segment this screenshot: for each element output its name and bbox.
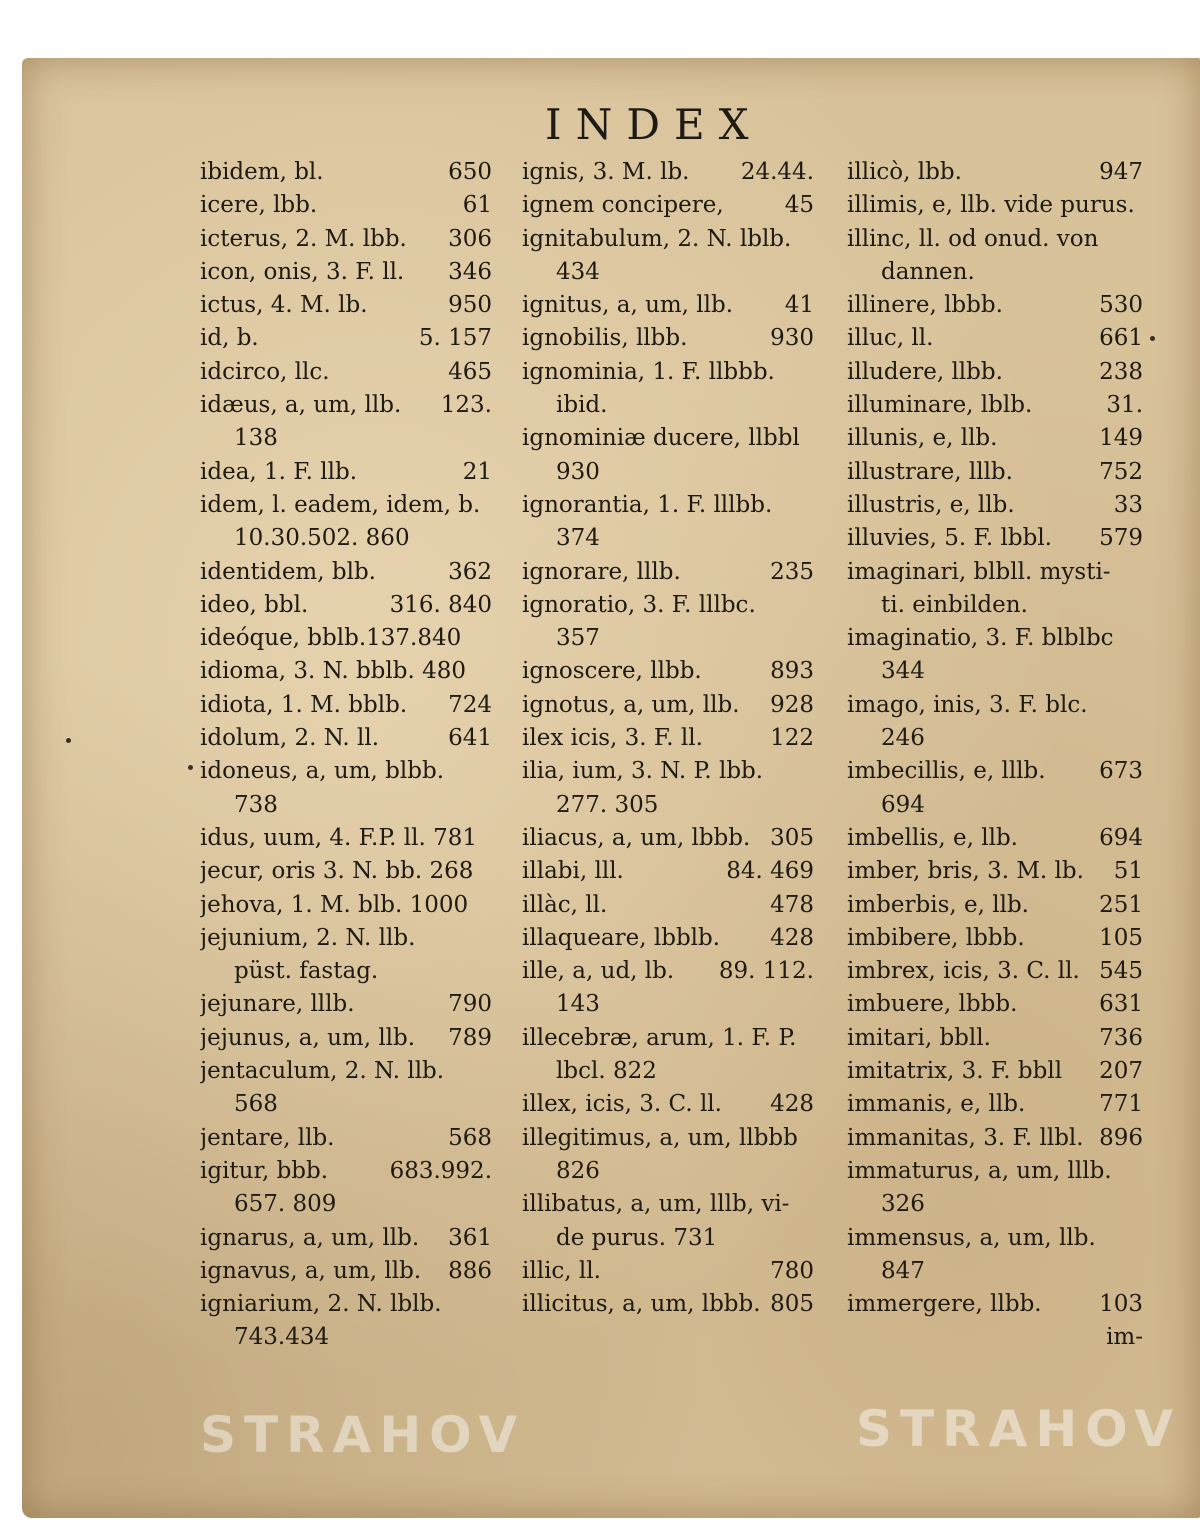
index-entry	[200, 456, 492, 489]
page-reference: 238	[1099, 358, 1143, 385]
index-entry	[200, 1155, 492, 1188]
page-reference: 568	[448, 1124, 492, 1151]
index-term: jejunium, 2. N. llb.	[200, 924, 416, 951]
page-reference: 896	[1099, 1124, 1143, 1151]
page-reference: 21	[462, 458, 492, 485]
page-reference: 84. 469	[726, 858, 814, 885]
index-entry	[200, 356, 492, 389]
index-entry	[200, 689, 492, 722]
page-reference: 950	[448, 292, 492, 319]
index-term: 738	[234, 791, 278, 818]
page-reference: 673	[1099, 758, 1143, 785]
index-entry	[522, 389, 814, 422]
index-entry	[522, 1255, 814, 1288]
index-entry	[522, 156, 814, 189]
index-entry	[522, 1188, 814, 1221]
index-term: illabi, lll.	[522, 858, 624, 885]
index-term: idus, uum, 4. F.P. ll. 781	[200, 824, 477, 851]
index-term: imberbis, e, llb.	[847, 891, 1029, 918]
index-term: 143	[556, 991, 600, 1018]
index-entry	[847, 356, 1143, 389]
index-term: illicò, lbb.	[847, 159, 962, 185]
page-reference: 316. 840	[389, 591, 492, 618]
index-term: ti. einbilden.	[881, 591, 1028, 618]
page-reference: 579	[1099, 525, 1143, 552]
index-entry	[200, 422, 492, 455]
index-entry	[522, 988, 814, 1021]
page-reference: 105	[1099, 924, 1143, 951]
index-entry	[847, 1321, 1143, 1354]
index-term: ignavus, a, um, llb.	[200, 1257, 422, 1284]
index-entry	[522, 456, 814, 489]
ink-speck	[1150, 336, 1155, 341]
index-entry	[847, 988, 1143, 1021]
index-entry	[200, 522, 492, 555]
index-entry	[200, 589, 492, 622]
index-term: ilex icis, 3. F. ll.	[522, 725, 703, 752]
page-reference: 789	[448, 1024, 492, 1051]
page-reference: 893	[770, 658, 814, 685]
index-term: jentaculum, 2. N. llb.	[200, 1058, 445, 1085]
page-reference: 45	[784, 192, 814, 219]
index-entry	[200, 755, 492, 788]
index-term: illicitus, a, um, lbbb.	[522, 1291, 761, 1318]
index-term: illex, icis, 3. C. ll.	[522, 1091, 722, 1118]
page-reference: 31.	[1106, 392, 1143, 419]
index-term: idiota, 1. M. bblb.	[200, 691, 408, 718]
page-reference: 724	[448, 691, 492, 718]
index-term: ignem concipere,	[522, 192, 724, 219]
index-entry	[522, 1055, 814, 1088]
index-term: 246	[881, 725, 925, 752]
index-term: immanis, e, llb.	[847, 1091, 1026, 1118]
index-entry	[847, 156, 1143, 189]
page-reference: 5. 157	[418, 325, 492, 352]
index-entry	[200, 889, 492, 922]
index-entry	[847, 655, 1143, 688]
index-entry	[847, 822, 1143, 855]
index-entry	[847, 689, 1143, 722]
index-entry	[847, 1255, 1143, 1288]
index-term: 357	[556, 625, 600, 652]
index-entry	[522, 422, 814, 455]
index-term: 694	[881, 791, 925, 818]
index-term: jejunare, lllb.	[200, 991, 355, 1018]
index-term: ibidem, bl.	[200, 159, 324, 185]
index-term: icere, lbb.	[200, 192, 318, 219]
index-term: idcirco, llc.	[200, 358, 330, 385]
page-reference: 149	[1099, 425, 1143, 452]
index-term: icterus, 2. M. lbb.	[200, 225, 407, 252]
index-term: illàc, ll.	[522, 891, 608, 918]
index-entry	[522, 223, 814, 256]
index-term: püst. fastag.	[234, 958, 379, 985]
index-term: immensus, a, um, llb.	[847, 1224, 1096, 1251]
index-term: illinere, lbbb.	[847, 292, 1003, 319]
index-entry	[522, 489, 814, 522]
page-reference: 805	[770, 1291, 814, 1318]
index-term: ignis, 3. M. lb.	[522, 159, 690, 185]
index-term: immergere, llbb.	[847, 1291, 1042, 1318]
page-reference: 24.44.	[740, 159, 814, 185]
index-term: ignitabulum, 2. N. lblb.	[522, 225, 792, 252]
index-entry	[200, 1088, 492, 1121]
index-entry	[522, 256, 814, 289]
index-term: imbellis, e, llb.	[847, 824, 1018, 851]
index-entry	[200, 189, 492, 222]
index-term: de purus. 731	[556, 1224, 718, 1251]
index-entry	[200, 322, 492, 355]
index-term: icon, onis, 3. F. ll.	[200, 258, 405, 285]
page-reference: 207	[1099, 1058, 1143, 1085]
index-term: immanitas, 3. F. llbl.	[847, 1124, 1084, 1151]
index-entry	[200, 922, 492, 955]
index-entry	[847, 1188, 1143, 1221]
index-term: ictus, 4. M. lb.	[200, 292, 368, 319]
page-reference: 428	[770, 1091, 814, 1118]
index-entry	[522, 1088, 814, 1121]
page-reference: 306	[448, 225, 492, 252]
index-entry	[200, 822, 492, 855]
index-entry	[847, 1055, 1143, 1088]
index-entry	[847, 556, 1143, 589]
index-entry	[522, 589, 814, 622]
page-reference: 752	[1099, 458, 1143, 485]
page-reference: 650	[448, 159, 492, 185]
index-entry	[522, 722, 814, 755]
index-term: imbibere, lbbb.	[847, 924, 1025, 951]
page-reference: 736	[1099, 1024, 1143, 1051]
index-term: illustrare, lllb.	[847, 458, 1013, 485]
index-entry	[847, 855, 1143, 888]
index-term: idea, 1. F. llb.	[200, 458, 358, 485]
index-entry	[522, 855, 814, 888]
index-entry	[847, 789, 1143, 822]
index-entry	[200, 556, 492, 589]
index-entry	[200, 855, 492, 888]
index-entry	[200, 988, 492, 1021]
ink-speck	[66, 738, 71, 743]
index-term: ignominiæ ducere, llbbl	[522, 425, 800, 452]
index-entry	[200, 223, 492, 256]
index-term: 138	[234, 425, 278, 452]
index-term: imbrex, icis, 3. C. ll.	[847, 958, 1080, 985]
index-entry	[200, 489, 492, 522]
index-term: igitur, bbb.	[200, 1157, 329, 1184]
index-term: ignarus, a, um, llb.	[200, 1224, 420, 1251]
index-entry	[200, 289, 492, 322]
index-entry	[200, 789, 492, 822]
index-term: imaginatio, 3. F. blblbc	[847, 625, 1114, 652]
index-entry	[522, 622, 814, 655]
page-reference: 305	[770, 824, 814, 851]
page-reference: 41	[784, 292, 814, 319]
index-term: lbcl. 822	[556, 1058, 657, 1085]
index-term: ignoratio, 3. F. lllbc.	[522, 591, 756, 618]
page-reference: 362	[448, 558, 492, 585]
index-entry	[847, 1222, 1143, 1255]
page-heading: INDEX	[545, 100, 763, 149]
index-term: idem, l. eadem, idem, b.	[200, 491, 481, 518]
index-term: imber, bris, 3. M. lb.	[847, 858, 1084, 885]
page-reference: 251	[1099, 891, 1143, 918]
index-term: idæus, a, um, llb.	[200, 392, 402, 419]
index-entry	[847, 722, 1143, 755]
index-entry	[847, 955, 1143, 988]
index-term: illic, ll.	[522, 1257, 601, 1284]
index-term: imitatrix, 3. F. bbll	[847, 1058, 1063, 1085]
index-term: imitari, bbll.	[847, 1024, 991, 1051]
index-term: ignitus, a, um, llb.	[522, 292, 734, 319]
index-entry	[200, 1288, 492, 1321]
index-entry	[847, 589, 1143, 622]
index-entry	[847, 256, 1143, 289]
index-entry	[847, 189, 1143, 222]
index-entry	[847, 922, 1143, 955]
page-reference: 478	[770, 891, 814, 918]
page-reference: 33	[1113, 491, 1143, 518]
index-entry	[200, 655, 492, 688]
index-term: illuvies, 5. F. lbbl.	[847, 525, 1052, 552]
index-term: 568	[234, 1091, 278, 1118]
index-term: illuc, ll.	[847, 325, 934, 352]
index-term: illimis, e, llb. vide purus.	[847, 192, 1135, 219]
index-term: ignobilis, llbb.	[522, 325, 688, 352]
index-entry	[200, 955, 492, 988]
page-reference: 947	[1099, 159, 1143, 185]
index-entry	[522, 889, 814, 922]
page-reference: 428	[770, 924, 814, 951]
index-entry	[200, 1188, 492, 1221]
index-term: imbuere, lbbb.	[847, 991, 1018, 1018]
index-term: illecebræ, arum, 1. F. P.	[522, 1024, 797, 1051]
index-term: 930	[556, 458, 600, 485]
page-reference: 661	[1099, 325, 1143, 352]
index-term: ilia, ium, 3. N. P. lbb.	[522, 758, 764, 785]
index-column-1	[200, 156, 492, 1355]
index-entry	[847, 1288, 1143, 1321]
index-term: illustris, e, llb.	[847, 491, 1015, 518]
index-entry	[847, 489, 1143, 522]
index-entry	[847, 422, 1143, 455]
index-entry	[847, 456, 1143, 489]
index-term: 743.434	[234, 1324, 330, 1351]
page-reference: 641	[448, 725, 492, 752]
page-reference: 930	[770, 325, 814, 352]
index-entry	[522, 689, 814, 722]
index-term: dannen.	[881, 258, 975, 285]
index-entry	[522, 789, 814, 822]
page-reference: 61	[462, 192, 492, 219]
index-entry	[522, 655, 814, 688]
index-entry	[847, 223, 1143, 256]
page-reference: 346	[448, 258, 492, 285]
index-term: illibatus, a, um, lllb, vi-	[522, 1191, 790, 1218]
index-entry	[522, 556, 814, 589]
index-term: ignoscere, llbb.	[522, 658, 702, 685]
index-term: ideo, bbl.	[200, 591, 309, 618]
index-term: jentare, llb.	[200, 1124, 335, 1151]
index-term: idoneus, a, um, blbb.	[200, 758, 445, 785]
page-reference: 780	[770, 1257, 814, 1284]
page-reference: 928	[770, 691, 814, 718]
index-term: 826	[556, 1157, 600, 1184]
index-entry	[200, 1055, 492, 1088]
page-reference: 465	[448, 358, 492, 385]
page-reference: 122	[770, 725, 814, 752]
index-entry	[200, 622, 492, 655]
index-term: iliacus, a, um, lbbb.	[522, 824, 751, 851]
index-entry	[522, 289, 814, 322]
page-reference: 103	[1099, 1291, 1143, 1318]
index-term: 374	[556, 525, 600, 552]
index-entry	[200, 1122, 492, 1155]
index-term: jecur, oris 3. N. bb. 268	[200, 858, 474, 885]
index-entry	[200, 156, 492, 189]
index-term: jehova, 1. M. blb. 1000	[200, 891, 469, 918]
index-entry	[200, 1321, 492, 1354]
page-reference: 771	[1099, 1091, 1143, 1118]
index-term: 326	[881, 1191, 925, 1218]
index-entry	[847, 389, 1143, 422]
index-term: jejunus, a, um, llb.	[200, 1024, 416, 1051]
index-entry	[522, 822, 814, 855]
index-entry	[522, 955, 814, 988]
page-reference: 530	[1099, 292, 1143, 319]
index-term: id, b.	[200, 325, 259, 352]
index-term: imago, inis, 3. F. blc.	[847, 691, 1088, 718]
index-term: idolum, 2. N. ll.	[200, 725, 380, 752]
index-entry	[522, 1222, 814, 1255]
index-term: identidem, blb.	[200, 558, 376, 585]
page-reference: 361	[448, 1224, 492, 1251]
index-term: ignotus, a, um, llb.	[522, 691, 740, 718]
index-entry	[522, 1022, 814, 1055]
index-term: illaqueare, lbblb.	[522, 924, 721, 951]
index-entry	[847, 755, 1143, 788]
index-entry	[847, 1122, 1143, 1155]
page-reference: 545	[1099, 958, 1143, 985]
index-term: 434	[556, 258, 600, 285]
index-entry	[847, 622, 1143, 655]
index-column-2	[522, 156, 814, 1321]
index-term: imaginari, blbll. mysti-	[847, 558, 1111, 585]
index-entry	[522, 1288, 814, 1321]
page-reference: im-	[1106, 1324, 1143, 1351]
page-reference: 683.992.	[389, 1157, 492, 1184]
index-term: idioma, 3. N. bblb. 480	[200, 658, 467, 685]
index-term: ignorare, lllb.	[522, 558, 681, 585]
index-entry	[522, 356, 814, 389]
index-column-3	[847, 156, 1143, 1355]
index-entry	[200, 1255, 492, 1288]
page-reference: 886	[448, 1257, 492, 1284]
index-term: illinc, ll. od onud. von	[847, 225, 1099, 252]
page-reference: 790	[448, 991, 492, 1018]
index-term: illuminare, lblb.	[847, 392, 1033, 419]
index-entry	[200, 389, 492, 422]
index-term: igniarium, 2. N. lblb.	[200, 1291, 442, 1318]
index-entry	[200, 1222, 492, 1255]
index-term: imbecillis, e, lllb.	[847, 758, 1046, 785]
page-reference: 235	[770, 558, 814, 585]
index-term: ille, a, ud, lb.	[522, 958, 675, 985]
index-entry	[522, 755, 814, 788]
index-entry	[847, 889, 1143, 922]
index-term: 344	[881, 658, 925, 685]
index-entry	[847, 1155, 1143, 1188]
index-entry	[522, 1155, 814, 1188]
index-entry	[200, 1022, 492, 1055]
index-term: illegitimus, a, um, llbbb	[522, 1124, 798, 1151]
index-term: ignorantia, 1. F. lllbb.	[522, 491, 773, 518]
index-term: ibid.	[556, 392, 608, 419]
index-entry	[522, 922, 814, 955]
index-term: immaturus, a, um, lllb.	[847, 1157, 1112, 1184]
page-reference: 123.	[440, 392, 492, 419]
index-term: 10.30.502. 860	[234, 525, 410, 552]
index-entry	[847, 322, 1143, 355]
index-entry	[847, 289, 1143, 322]
index-term: ignominia, 1. F. llbbb.	[522, 358, 775, 385]
watermark: STRAHOV	[200, 1406, 526, 1464]
index-entry	[522, 322, 814, 355]
index-entry	[522, 1122, 814, 1155]
index-entry	[522, 189, 814, 222]
index-term: 657. 809	[234, 1191, 337, 1218]
index-term: 847	[881, 1257, 925, 1284]
index-entry	[847, 522, 1143, 555]
page-reference: 694	[1099, 824, 1143, 851]
page-reference: 51	[1113, 858, 1143, 885]
index-entry	[847, 1022, 1143, 1055]
index-term: illudere, llbb.	[847, 358, 1003, 385]
ink-speck	[188, 765, 193, 770]
index-term: 277. 305	[556, 791, 659, 818]
watermark: STRAHOV	[856, 1400, 1182, 1458]
index-entry	[200, 722, 492, 755]
index-entry	[522, 522, 814, 555]
index-entry	[200, 256, 492, 289]
index-entry	[847, 1088, 1143, 1121]
index-term: ideóque, bblb.137.840	[200, 625, 462, 652]
page-reference: 89. 112.	[718, 958, 814, 985]
index-term: illunis, e, llb.	[847, 425, 998, 452]
page-reference: 631	[1099, 991, 1143, 1018]
